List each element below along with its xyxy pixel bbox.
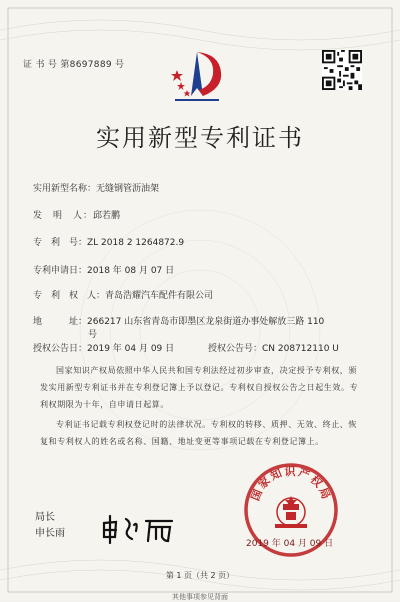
field-label: 发 明 人： (33, 211, 94, 221)
field-value: 2018 年 08 月 07 日 (87, 266, 175, 276)
certificate-number: 证 书 号 第8697889 号 (23, 60, 125, 70)
director-name: 申长雨 (35, 528, 65, 539)
field-label: 专 利 权 人： (33, 291, 106, 301)
certificate-paragraph-1: 国家知识产权局依照中华人民共和国专利法经过初步审查，决定授予专利权，颁发实用新型专利证书并在专利登记簿上予以登记。专利权自授权公告之日起生效。专利权期限为十年，自申请日起算。 (40, 366, 359, 409)
field-value: 266217 山东省青岛市即墨区龙泉街道办事处解放三路 110 (87, 317, 325, 327)
field-application-date (33, 263, 174, 276)
field-label: 地 址： (33, 317, 88, 327)
certificate-title: 实用新型专利证书 (96, 124, 304, 152)
field-utility-model-name (33, 181, 159, 194)
page-indicator: 第 1 页（共 2 页） (165, 571, 235, 580)
director-title: 局长 (35, 512, 55, 523)
field-address-cont: 号 (88, 330, 98, 340)
qr-code (322, 50, 362, 90)
field-grant-number (208, 341, 339, 354)
field-value: 青岛浩耀汽车配件有限公司 (105, 291, 214, 301)
field-label: 专 利 号： (33, 238, 88, 248)
field-grant-date (33, 341, 174, 354)
field-patentee (33, 288, 213, 301)
field-value: ZL 2018 2 1264872.9 (87, 238, 185, 248)
field-label: 授权公告日： (33, 344, 88, 354)
director-signature (98, 513, 178, 545)
field-label: 实用新型名称： (33, 184, 97, 194)
svg-text:国家知识产权局: 国家知识产权局 (248, 464, 334, 503)
seal-date: 2019 年 04 月 09 日 (246, 539, 334, 549)
field-value: 邱若鹏 (93, 211, 121, 221)
field-value: 无缝钢管沥油架 (96, 184, 160, 194)
field-inventor (33, 208, 120, 221)
field-patent-number (33, 235, 184, 248)
field-address (33, 314, 324, 327)
certificate-paragraph-2: 专利证书记载专利权登记时的法律状况。专利权的转移、质押、无效、终止、恢复和专利权人的姓名或名称、国籍、地址变更等事项记载在专利登记簿上。 (40, 420, 357, 446)
field-label: 专利申请日： (33, 266, 88, 276)
field-label: 授权公告号： (208, 344, 263, 354)
field-value: CN 208712110 U (262, 344, 339, 354)
cnipa-logo (167, 48, 227, 108)
back-note: 其他事项参见背面 (172, 593, 228, 601)
field-value: 2019 年 04 月 09 日 (87, 344, 175, 354)
